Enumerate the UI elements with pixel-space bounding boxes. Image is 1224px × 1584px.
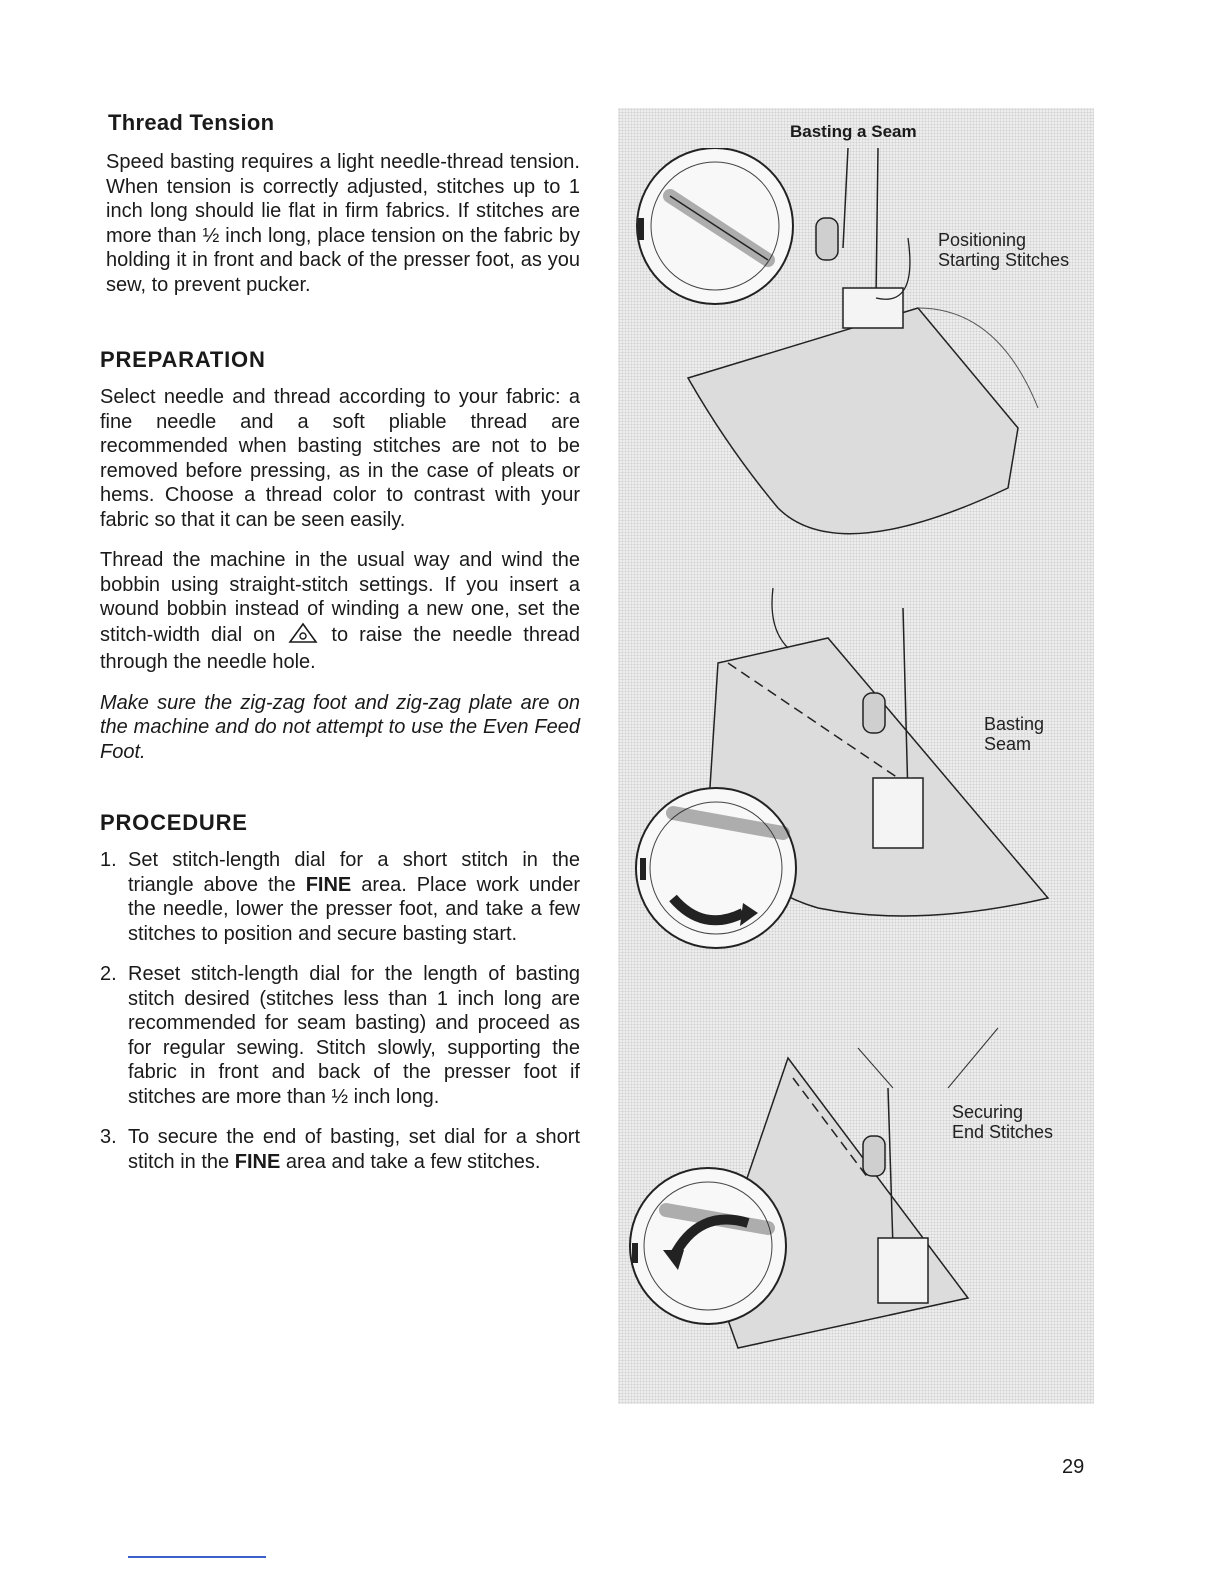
positioning-illustration (618, 148, 1094, 568)
preparation-para-1: Select needle and thread according to your fabric: a fine needle and a soft pliable thread are recommended when basting stitches are not to be removed before pressing, as in the case of pleats or hems. Choose a thread color to contrast with your fabric so that it can be seen easily. (100, 386, 580, 531)
basting-figure (618, 108, 1094, 1404)
basting-seam-illustration (618, 568, 1094, 988)
step-number: 2. (100, 963, 117, 985)
step-number: 3. (100, 1126, 117, 1148)
callout-line: Starting Stitches (938, 250, 1070, 270)
preparation-para-2-start: Thread the machine in the usual way and wind the bobbin using straight-stitch settings. If you insert a wound bobbin instead of winding a new one, set the stitch-width dial on (100, 549, 580, 646)
basting-seam-callout (984, 714, 1044, 754)
figure-title: Basting a Seam (790, 122, 917, 141)
step-bold-term: FINE (234, 1150, 281, 1173)
positioning-callout (938, 230, 1069, 270)
footer-rule (128, 1556, 266, 1558)
callout-line: Securing (952, 1102, 1024, 1122)
procedure-heading: PROCEDURE (100, 810, 248, 835)
step-text (128, 848, 580, 946)
step-text (128, 962, 580, 1109)
preparation-note: Make sure the zig-zag foot and zig-zag plate are on the machine and do not attempt to use the Even Feed Foot. (100, 691, 580, 763)
needle-triangle-icon (288, 622, 318, 651)
step-text (128, 1125, 580, 1174)
step-text-end: area. Place work under the needle, lower the presser foot, and take a few stitches to position and secure basting start. (128, 873, 580, 945)
step-bold-term: FINE (305, 873, 352, 896)
step-text-start: Reset stitch-length dial for the length of basting stitch desired (stitches less than 1 inch long are recommended for seam basting) and proceed as for regular sewing. Stitch slowly, supporting the fabric in front and back of the presser foot if stitches are more than ½ inch long. (128, 963, 580, 1108)
procedure-step (100, 962, 580, 1109)
securing-callout (952, 1102, 1053, 1142)
callout-line: Positioning (938, 230, 1027, 250)
step-text-start: To secure the end of basting, set dial for a short stitch in the (128, 1126, 580, 1173)
callout-line: Basting (984, 714, 1045, 734)
procedure-step (100, 1125, 580, 1174)
callout-line: Seam (984, 734, 1032, 754)
page-number: 29 (1062, 1456, 1085, 1478)
callout-line: End Stitches (952, 1122, 1054, 1142)
thread-tension-heading: Thread Tension (108, 110, 275, 135)
preparation-para-2-end: to raise the needle thread through the needle hole. (100, 623, 580, 673)
step-number: 1. (100, 849, 117, 871)
text-column (100, 110, 580, 1190)
step-text-end: area and take a few stitches. (285, 1150, 541, 1173)
procedure-step (100, 848, 580, 946)
step-text-start: Set stitch-length dial for a short stitch in the triangle above the (128, 849, 580, 896)
securing-illustration (618, 988, 1094, 1404)
thread-tension-body: Speed basting requires a light needle-thread tension. When tension is correctly adjusted, stitches up to 1 inch long should lie flat in firm fabrics. If stitches are more than ½ inch long, place tension on the fabric by holding it in front and back of the presser foot, as you sew, to prevent pucker. (106, 151, 580, 296)
preparation-para-2 (100, 548, 580, 675)
preparation-heading: PREPARATION (100, 347, 266, 372)
